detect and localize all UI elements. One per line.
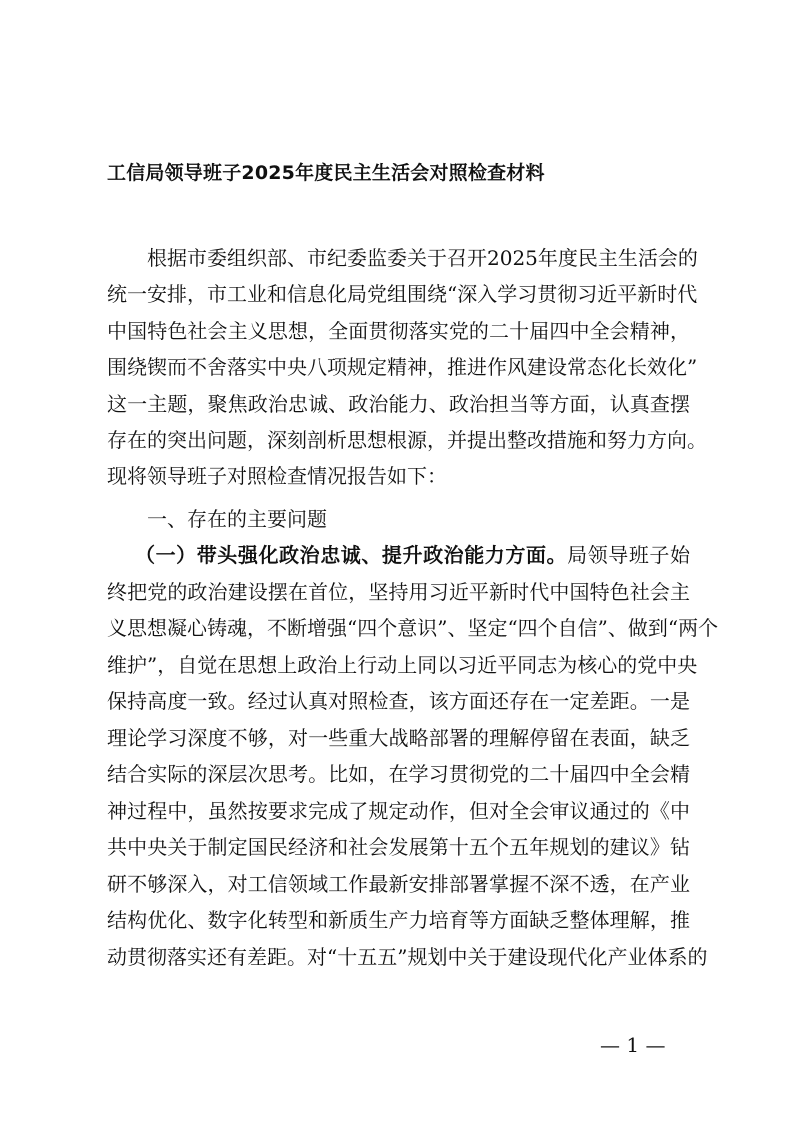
page-number: — 1 —: [600, 1033, 666, 1057]
text-line: 结构优化、数字化转型和新质生产力培育等方面缺乏整体理解，推: [107, 908, 690, 932]
text-line: 研不够深入，对工信领域工作最新安排部署掌握不深不透，在产业: [107, 872, 690, 896]
subsection-heading: （一）带头强化政治忠诚、提升政治能力方面。: [135, 543, 568, 567]
text-line: 围绕锲而不舍落实中央八项规定精神，推进作风建设常态化长效化”: [107, 355, 698, 379]
text-line: 现将领导班子对照检查情况报告如下：: [107, 464, 447, 488]
text-line: 义思想凝心铸魂，不断增强“四个意识”、坚定“四个自信”、做到“两个: [107, 616, 719, 640]
text-line: 保持高度一致。经过认真对照检查，该方面还存在一定差距。一是: [107, 689, 690, 713]
text-line: 终把党的政治建设摆在首位，坚持用习近平新时代中国特色社会主: [107, 580, 690, 604]
text-line: 神过程中，虽然按要求完成了规定动作，但对全会审议通过的《中: [107, 799, 690, 823]
text-line: [135, 543, 690, 567]
text-line: 中国特色社会主义思想，全面贯彻落实党的二十届四中全会精神，: [107, 319, 690, 343]
text-line: 共中央关于制定国民经济和社会发展第十五个五年规划的建议》钻: [107, 835, 690, 859]
text-line: 根据市委组织部、市纪委监委关于召开2025年度民主生活会的: [147, 246, 698, 270]
text-line: 理论学习深度不够，对一些重大战略部署的理解停留在表面，缺乏: [107, 726, 690, 750]
text-run: 局领导班子始: [567, 543, 691, 567]
text-line: 这一主题，聚焦政治忠诚、政治能力、政治担当等方面，认真查摆: [107, 392, 690, 416]
text-line: 存在的突出问题，深刻剖析思想根源，并提出整改措施和努力方向。: [107, 428, 707, 452]
text-line: 维护”，自觉在思想上政治上行动上同以习近平同志为核心的党中央: [107, 653, 698, 677]
section-heading: 一、存在的主要问题: [147, 507, 327, 531]
text-line: 结合实际的深层次思考。比如，在学习贯彻党的二十届四中全会精: [107, 762, 690, 786]
document-title: 工信局领导班子2025年度民主生活会对照检查材料: [107, 162, 545, 184]
text-line: 统一安排，市工业和信息化局党组围绕“深入学习贯彻习近平新时代: [107, 282, 698, 306]
text-line: 动贯彻落实还有差距。对“十五五”规划中关于建设现代化产业体系的: [107, 945, 708, 969]
